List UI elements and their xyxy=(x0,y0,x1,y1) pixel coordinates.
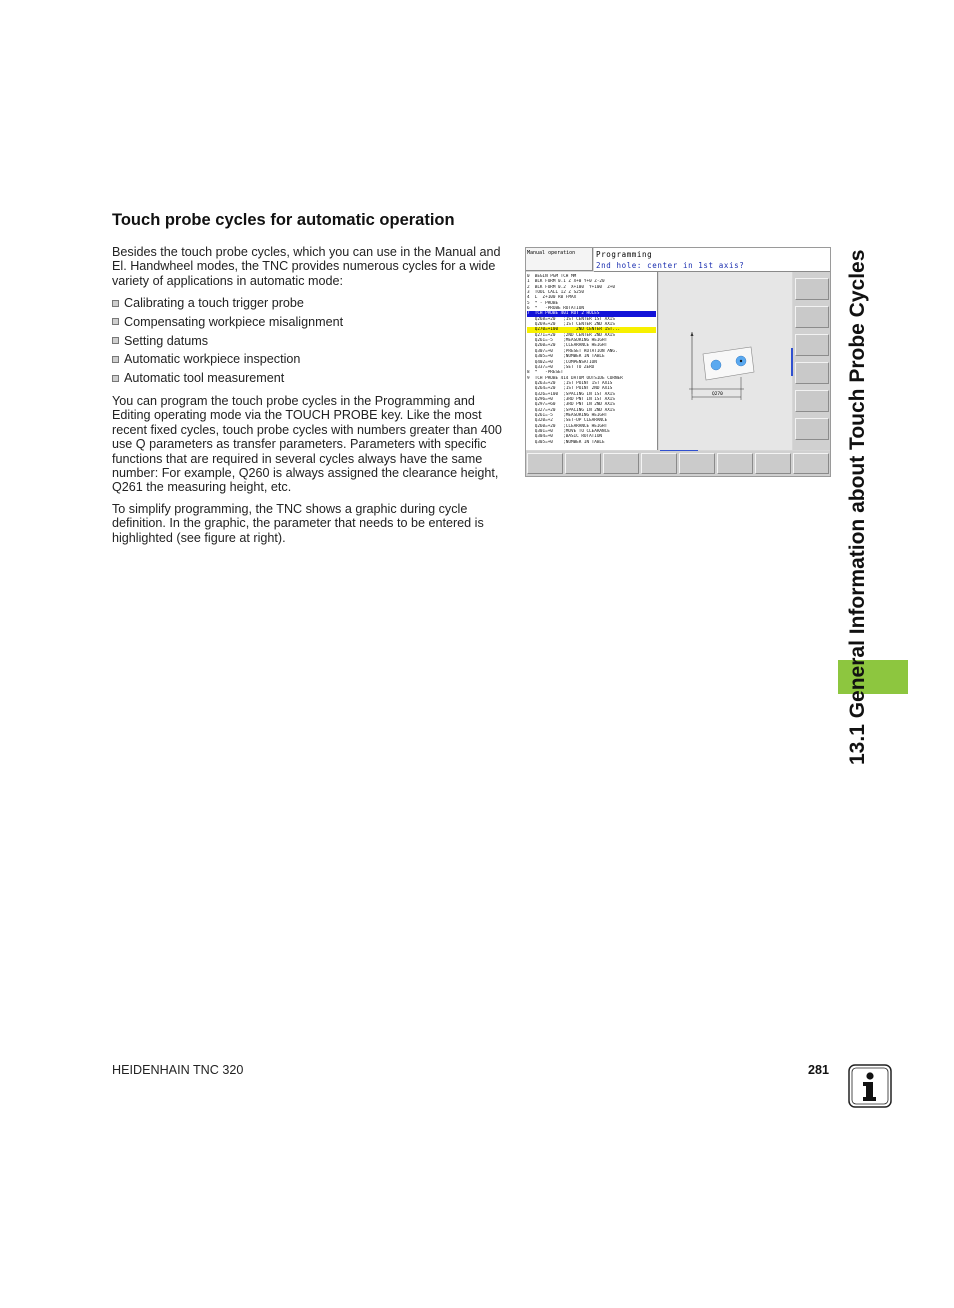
list-item: Compensating workpiece misalignment xyxy=(112,315,343,334)
program-line[interactable]: Q326=+100 ;SPACING IN 1ST AXIS xyxy=(527,391,615,397)
program-line[interactable]: Q305=+0 ;NUMBER IN TABLE xyxy=(527,439,605,445)
program-line[interactable]: Q268=+20 ;1ST CENTER 1ST AXIS xyxy=(527,316,615,322)
program-line[interactable]: 0 BEGIN PGM TCH MM xyxy=(527,274,577,279)
screen-title: Programming xyxy=(596,250,653,259)
y-axis-arrow xyxy=(691,332,694,336)
help-graphic xyxy=(659,272,792,450)
scroll-indicator xyxy=(791,348,793,376)
vertical-softkey[interactable] xyxy=(795,362,829,384)
program-line[interactable]: Q270=+100 2ND CENTER 1ST... xyxy=(527,327,656,332)
program-line[interactable]: Q402=+0 ;COMPENSATION xyxy=(527,359,597,365)
chapter-side-tab xyxy=(838,215,878,765)
softkey[interactable] xyxy=(527,453,563,474)
bullet-square-icon xyxy=(112,300,119,307)
program-line[interactable]: Q269=+20 ;1ST CENTER 2ND AXIS xyxy=(527,322,615,328)
program-line[interactable]: Q327=+20 ;SPACING IN 2ND AXIS xyxy=(527,407,615,413)
bullet-square-icon xyxy=(112,337,119,344)
vertical-softkey[interactable] xyxy=(795,390,829,412)
intro-paragraph: Besides the touch probe cycles, which you can use in the Manual and El. Handwheel modes, the TNC provides numerous cycles for a wide variety of applications in automatic mode: xyxy=(112,245,501,288)
program-line[interactable]: Q261=-5 ;MEASURING HEIGHT xyxy=(527,412,608,418)
program-line[interactable]: Q271=+20 ;2ND CENTER 2ND AXIS xyxy=(527,332,615,338)
softkey-bar xyxy=(526,451,830,476)
chapter-title: 13.1 General Information about Touch Probe Cycles xyxy=(846,249,869,765)
hole-1 xyxy=(711,360,721,370)
list-item: Calibrating a touch trigger probe xyxy=(112,296,343,315)
program-line[interactable]: 3 TOOL CALL 12 Z S250 xyxy=(527,290,584,296)
mode-label: Manual operation xyxy=(526,248,593,271)
bullet-list xyxy=(112,296,343,390)
program-line[interactable]: Q304=+0 ;BASIC ROTATION xyxy=(527,434,603,440)
program-line[interactable]: Q260=+20 ;CLEARANCE HEIGHT xyxy=(527,423,608,429)
program-line[interactable]: Q320=+2 ;SET-UP CLEARANCE xyxy=(527,418,608,424)
program-line[interactable]: 5 * - PROBE xyxy=(527,300,559,306)
softkey[interactable] xyxy=(679,453,715,474)
softkey[interactable] xyxy=(755,453,791,474)
softkey[interactable] xyxy=(793,453,829,474)
list-item: Setting datums xyxy=(112,334,343,353)
program-line[interactable]: 8 * -PRESET xyxy=(527,370,564,376)
vertical-softkey[interactable] xyxy=(795,278,829,300)
program-line[interactable]: Q264=+20 ;1ST POINT 2ND AXIS xyxy=(527,386,613,392)
program-line[interactable]: 2 BLK FORM 0.2 X+100 Y+100 Z+0 xyxy=(527,284,615,290)
bullet-square-icon xyxy=(112,356,119,363)
page-number: 281 xyxy=(808,1063,830,1077)
screen-title-bar xyxy=(594,248,830,272)
workpiece-shape xyxy=(703,347,754,380)
programming-paragraph: You can program the touch probe cycles in the Programming and Editing operating mode via the TOUCH PROBE key. Like the most recent fixed cycles, touch probe cycles with numbers greater than 400 use Q parameters as transfer parameters. Parameters with specific functions that are required in several cycles always have the same number: For example, Q260 is always assigned the clearance height, Q261 the measuring height, etc. xyxy=(112,394,502,495)
tnc-screenshot xyxy=(525,247,831,477)
hole-2-center xyxy=(740,360,742,362)
dimension-label: Q270 xyxy=(712,392,723,397)
section-heading: Touch probe cycles for automatic operation xyxy=(112,211,455,229)
softkey[interactable] xyxy=(717,453,753,474)
program-line[interactable]: Q261=-5 ;MEASURING HEIGHT xyxy=(527,338,608,344)
list-item: Automatic tool measurement xyxy=(112,371,343,390)
bullet-square-icon xyxy=(112,375,119,382)
program-line[interactable]: Q296=+0 ;3RD PNT IN 1ST AXIS xyxy=(527,396,615,402)
program-line[interactable]: 7 TCH PROBE 401 ROT 2 HOLES xyxy=(527,311,656,316)
program-line[interactable]: Q305=+0 ;NUMBER IN TABLE xyxy=(527,354,605,360)
softkey[interactable] xyxy=(565,453,601,474)
program-line[interactable]: Q260=+20 ;CLEARANCE HEIGHT xyxy=(527,343,608,349)
info-icon xyxy=(848,1064,892,1108)
program-line[interactable]: Q337=+0 ;SET TO ZERO xyxy=(527,364,595,370)
program-line[interactable]: 9 TCH PROBE 414 DATUM OUTSIDE CORNER xyxy=(527,375,623,381)
screen-prompt: 2nd hole: center in 1st axis? xyxy=(596,261,745,270)
program-line[interactable]: 1 BLK FORM 0.1 Z X+0 Y+0 Z-20 xyxy=(527,279,605,285)
program-line[interactable]: 4 L Z+100 R0 FMAX xyxy=(527,295,577,301)
softkey[interactable] xyxy=(641,453,677,474)
vertical-softkey[interactable] xyxy=(795,306,829,328)
vertical-softkey-bar xyxy=(793,272,831,450)
footer-product: HEIDENHAIN TNC 320 xyxy=(112,1063,244,1077)
help-graphic-drawing xyxy=(659,272,792,450)
program-line[interactable]: Q263=+20 ;1ST POINT 1ST AXIS xyxy=(527,380,613,386)
program-line[interactable]: Q297=+60 ;3RD PNT IN 2ND AXIS xyxy=(527,402,615,408)
vertical-softkey[interactable] xyxy=(795,334,829,356)
program-listing xyxy=(526,272,658,450)
program-line[interactable]: Q301=+0 ;MOVE TO CLEARANCE xyxy=(527,428,610,434)
graphic-paragraph: To simplify programming, the TNC shows a graphic during cycle definition. In the graphic, the parameter that needs to be entered is highlighted (see figure at right). xyxy=(112,502,484,545)
softkey[interactable] xyxy=(603,453,639,474)
vertical-softkey[interactable] xyxy=(795,418,829,440)
list-item: Automatic workpiece inspection xyxy=(112,352,343,371)
program-line[interactable]: Q307=+0 ;PRESET ROTATION ANG. xyxy=(527,348,618,354)
program-line[interactable]: 6 * -PROBE ROTATION xyxy=(527,306,584,312)
bullet-square-icon xyxy=(112,318,119,325)
